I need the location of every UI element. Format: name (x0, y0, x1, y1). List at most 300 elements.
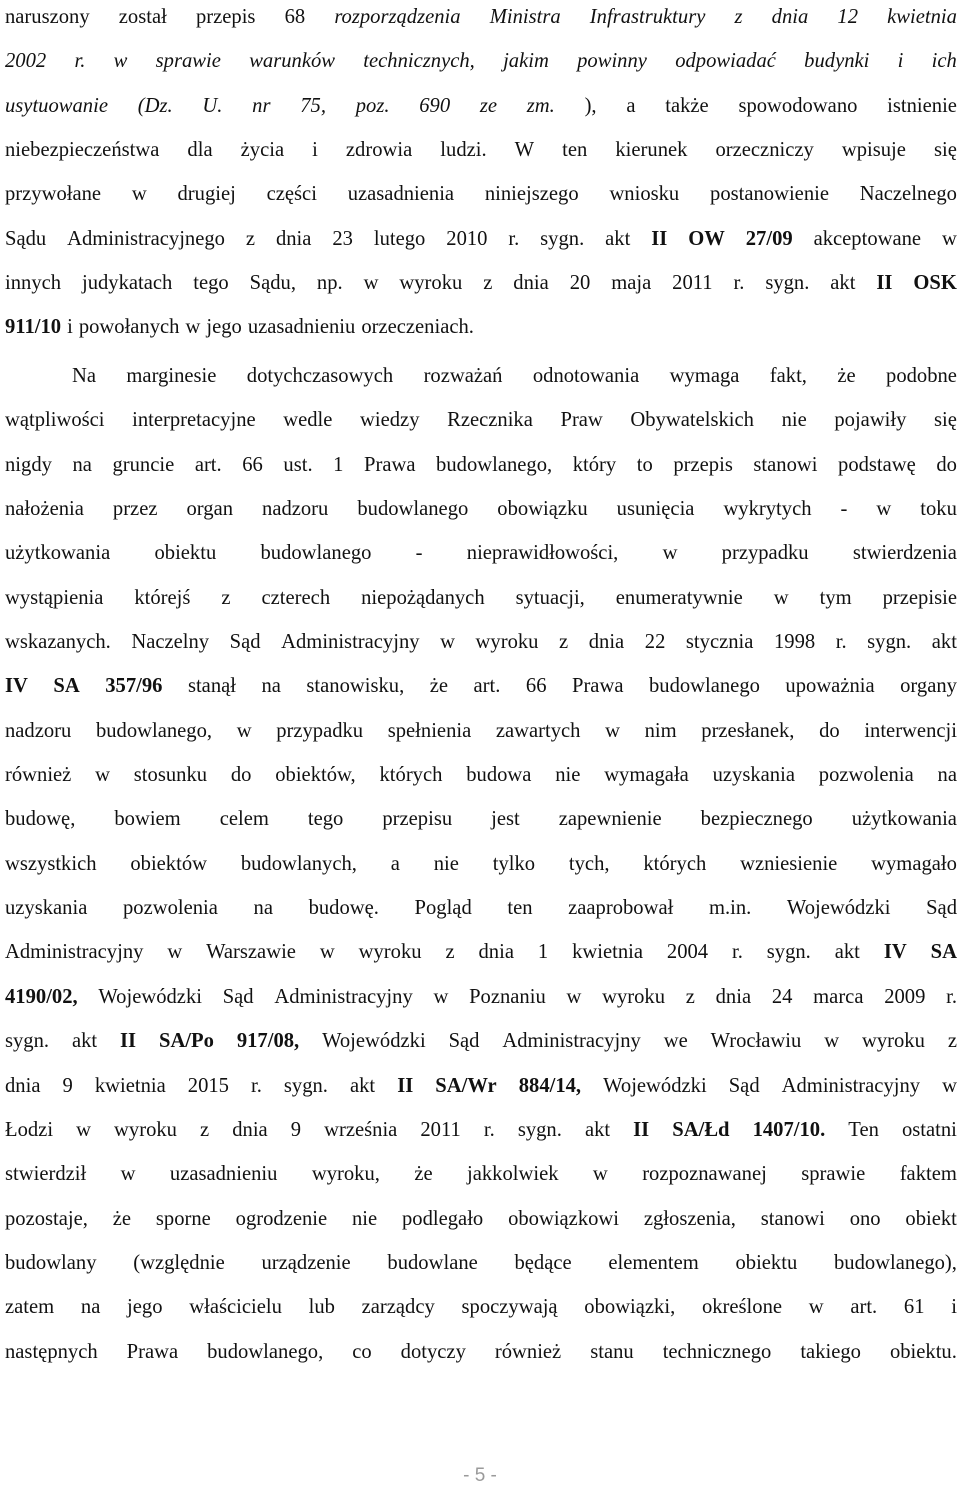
word: 9 (290, 1118, 302, 1141)
word: uzyskania (5, 897, 88, 920)
word: budowlany (5, 1251, 97, 1274)
word: nadzoru (5, 719, 72, 742)
text-line (5, 797, 957, 841)
word: r. (946, 985, 957, 1008)
word: wskazanych. (5, 631, 111, 654)
word: uzasadnienia (347, 183, 455, 206)
word: Wojewódzki (786, 897, 891, 920)
word: ono (849, 1207, 881, 1230)
word: 1 (537, 941, 549, 964)
text-line (5, 531, 957, 575)
text-line (5, 842, 957, 886)
word: sygn. (765, 272, 810, 295)
word: 2004 (666, 941, 709, 964)
word: Sąd (229, 631, 261, 654)
text-line (5, 930, 957, 974)
word: obiektu. (889, 1340, 957, 1363)
word: Prawa (572, 675, 624, 698)
word: 4190/02, (5, 985, 78, 1008)
word: których (379, 764, 443, 787)
word: w (942, 227, 957, 250)
word: nieprawidłowości, (466, 542, 619, 565)
word: 75, (300, 94, 326, 117)
word: budowlanego, (207, 1340, 324, 1363)
word: 61 (903, 1296, 925, 1319)
word: ludzi. (440, 139, 487, 162)
word: 1407/10. (752, 1118, 826, 1141)
word: stanowi (760, 1207, 825, 1230)
word: ogrodzenie (235, 1207, 328, 1230)
text-line (5, 709, 957, 753)
word: istnienie (887, 94, 957, 117)
word: powołanych (78, 316, 180, 339)
word: 66 (242, 453, 263, 476)
word: r. (251, 1074, 262, 1097)
word: wszystkich (5, 852, 97, 875)
word: drugiej (177, 183, 236, 206)
text-line (5, 305, 957, 349)
text-line (5, 1064, 957, 1108)
word: a (390, 852, 400, 875)
word: wyroku, (311, 1163, 380, 1186)
word: a (626, 94, 636, 117)
word: Łodzi (5, 1118, 54, 1141)
word: pozwolenia (122, 897, 218, 920)
word: Warszawie (206, 941, 296, 964)
word: 2010 (446, 227, 488, 250)
word: takiego (800, 1340, 861, 1363)
word: zaaprobował (568, 897, 674, 920)
word: II (651, 227, 668, 250)
word: w (95, 764, 110, 787)
word: zawartych (495, 719, 581, 742)
word: sygn. (867, 631, 912, 654)
word: uzasadnieniu (247, 316, 356, 339)
word: warunków (249, 50, 336, 73)
word: U. (202, 94, 223, 117)
word: co (352, 1340, 372, 1363)
text-line (5, 1241, 957, 1285)
word: Administracyjny (274, 985, 413, 1008)
word: spowodowano (738, 94, 858, 117)
word: Infrastruktury (589, 6, 706, 28)
word: usytuowanie (5, 94, 108, 117)
word: i (67, 316, 73, 339)
text-line (5, 576, 957, 620)
word: którejś (134, 586, 191, 609)
word: dnia (275, 227, 312, 250)
word: bezpiecznego (700, 808, 813, 831)
word: na (72, 453, 92, 476)
word: w (824, 1030, 840, 1053)
word: w (185, 316, 201, 339)
word: 2011 (672, 272, 713, 295)
word: - (840, 498, 848, 521)
word: sytuacji, (515, 586, 585, 609)
word: W (514, 139, 535, 162)
word: ), (584, 94, 597, 117)
word: że (414, 1163, 433, 1186)
word: przypadku (276, 719, 364, 742)
word: obiektu (154, 542, 217, 565)
word: Administracyjny (5, 941, 144, 964)
word: 1 (333, 453, 344, 476)
word: stanowisku, (306, 675, 405, 698)
word: faktem (899, 1163, 957, 1186)
word: wyroku (358, 941, 422, 964)
text-line (5, 975, 957, 1019)
text-line (5, 1197, 957, 1241)
word: ze (479, 94, 498, 117)
word: dnia (588, 631, 625, 654)
word: zarządcy (361, 1296, 435, 1319)
word: interwencji (864, 719, 957, 742)
word: budowlanego (260, 542, 372, 565)
word: kwietnia (572, 941, 643, 964)
word: 2002 (5, 50, 47, 73)
page-number: - 5 - (463, 1465, 497, 1486)
word: ostatni (901, 1118, 957, 1141)
text-line (5, 664, 957, 708)
word: w (808, 1296, 824, 1319)
word: nigdy (5, 453, 52, 476)
word: Wojewódzki (98, 985, 202, 1008)
word: stanowi (753, 453, 818, 476)
word: w (236, 719, 252, 742)
word: - (415, 542, 423, 565)
word: II (876, 272, 893, 295)
word: w (592, 1163, 608, 1186)
word: z (245, 227, 256, 250)
word: Wojewódzki (322, 1030, 426, 1053)
word: się (934, 409, 957, 432)
word: w (120, 1163, 136, 1186)
word: stycznia (685, 631, 754, 654)
word: przepis (195, 6, 256, 28)
word: ten (562, 139, 588, 162)
word: w (433, 985, 449, 1008)
word: wyroku (114, 1118, 177, 1141)
word: usunięcia (616, 498, 695, 521)
paragraph-2 (5, 354, 957, 1374)
word: użytkowania (5, 542, 111, 565)
word: nie (351, 1207, 378, 1230)
word: obowiązku (497, 498, 588, 521)
word: Administracyjny (502, 1030, 641, 1053)
word: w (440, 631, 455, 654)
word: wyroku (399, 272, 463, 295)
word: Sądu (5, 227, 47, 250)
text-line (5, 0, 957, 39)
word: sprawie (801, 1163, 866, 1186)
word: 1998 (773, 631, 816, 654)
word: budowę, (5, 808, 76, 831)
word: przesłanek, (701, 719, 795, 742)
word: 23 (332, 227, 353, 250)
word: wymagało (871, 852, 957, 875)
word: r. (74, 50, 86, 73)
word: będące (514, 1251, 572, 1274)
word: przepisu (382, 808, 453, 831)
word: czterech (261, 586, 331, 609)
word: budowlanego), (833, 1251, 957, 1274)
word: ust. (283, 453, 313, 476)
word: nie (555, 764, 581, 787)
word: II (120, 1030, 137, 1053)
word: SA/Łd (672, 1118, 730, 1141)
word: także (665, 94, 709, 117)
word: wniosku (609, 183, 680, 206)
word: IV (883, 941, 907, 964)
word: niniejszego (484, 183, 579, 206)
word: obiekt (905, 1207, 957, 1230)
word: dnia (232, 1118, 268, 1141)
word: zdrowia (345, 139, 413, 162)
word: np. (316, 272, 343, 295)
word: toku (920, 498, 957, 521)
word: II (633, 1118, 650, 1141)
word: fakt, (769, 365, 807, 387)
word: Prawa (364, 453, 416, 476)
word: stanu (590, 1340, 634, 1363)
word: wpisuje (841, 139, 906, 162)
word: podstawę (838, 453, 916, 476)
word: Sąd (222, 985, 254, 1008)
word: do (936, 453, 957, 476)
word: z (947, 1030, 957, 1053)
word: 690 (419, 94, 451, 117)
word: Ten (848, 1118, 879, 1141)
word: naruszony (5, 6, 90, 28)
word: akt (584, 1118, 611, 1141)
word: nadzoru (262, 498, 329, 521)
word: pozostaje, (5, 1207, 88, 1230)
word: organ (186, 498, 234, 521)
word: orzeczeniach. (361, 316, 474, 339)
word: Sąd (926, 897, 957, 920)
word: tego (193, 272, 229, 295)
word: niepożądanych (361, 586, 485, 609)
word: 68 (284, 6, 306, 28)
word: dotychczasowych (246, 365, 394, 387)
word: maja (611, 272, 652, 295)
word: stosunku (133, 764, 208, 787)
word: i (897, 50, 904, 73)
word: budowa (466, 764, 532, 787)
word: nałożenia (5, 498, 84, 521)
word: wzniesienie (740, 852, 838, 875)
word: nim (644, 719, 677, 742)
text-line (5, 398, 957, 442)
word: i (312, 139, 318, 162)
word: tym (819, 586, 852, 609)
word: technicznych, (363, 50, 475, 73)
word: z (221, 586, 231, 609)
word: w (131, 183, 147, 206)
word: (Dz. (137, 94, 173, 117)
word: budowlanych, (240, 852, 357, 875)
word: technicznego (662, 1340, 772, 1363)
word: i (951, 1296, 957, 1319)
word: sygn. (517, 1118, 562, 1141)
word: SA (53, 675, 80, 698)
word: podlegało (402, 1207, 484, 1230)
word: rozważań (423, 365, 503, 387)
word: z (445, 941, 455, 964)
word: w (876, 498, 892, 521)
word: Obywatelskich (630, 409, 754, 432)
word: z (559, 631, 569, 654)
word: dnia (478, 941, 514, 964)
word: przywołane (5, 183, 102, 206)
word: 2011 (420, 1118, 461, 1141)
text-line (5, 487, 957, 531)
text-line (5, 84, 957, 128)
word: również (5, 764, 72, 787)
word: 22 (644, 631, 666, 654)
word: art. (850, 1296, 878, 1319)
word: enumeratywnie (615, 586, 743, 609)
word: na (261, 675, 281, 698)
word: art. (473, 675, 501, 698)
word: stwierdzenia (852, 542, 957, 565)
word: budowlanego, (436, 453, 553, 476)
word: życia (240, 139, 285, 162)
word: celem (219, 808, 269, 831)
word: obiektów, (275, 764, 356, 787)
word: zgłoszenia, (643, 1207, 736, 1230)
word: wykrytych (723, 498, 812, 521)
word: innych (5, 272, 62, 295)
word: z (734, 6, 743, 28)
word: 884/14, (518, 1074, 582, 1097)
word: we (663, 1030, 688, 1053)
word: 2009 (884, 985, 926, 1008)
word: przepisie (882, 586, 957, 609)
word: w (566, 985, 582, 1008)
word: jakim (503, 50, 549, 73)
word: spełnienia (387, 719, 472, 742)
word: 911/10 (5, 316, 62, 339)
word: w (113, 50, 128, 73)
word: Administracyjny (781, 1074, 921, 1097)
word: jego (206, 316, 242, 339)
word: określone (701, 1296, 783, 1319)
word: budowlanego (648, 675, 760, 698)
word: obiektów (130, 852, 207, 875)
word: Praw (560, 409, 603, 432)
word: wedle (283, 409, 333, 432)
text-line (5, 172, 957, 216)
word: r. (508, 227, 520, 250)
word: przez (112, 498, 158, 521)
word: sygn. (766, 941, 811, 964)
word: 357/96 (105, 675, 163, 698)
word: wyroku (861, 1030, 925, 1053)
word: został (118, 6, 167, 28)
word: r. (483, 1118, 495, 1141)
word: II (397, 1074, 414, 1097)
word: to (636, 453, 653, 476)
word: użytkowania (851, 808, 957, 831)
word: 20 (569, 272, 591, 295)
word: odpowiadać (675, 50, 776, 73)
word: z (685, 985, 695, 1008)
word: Pogląd (414, 897, 472, 920)
word: akt (931, 631, 957, 654)
word: obiektu (735, 1251, 798, 1274)
word: 2015 (187, 1074, 229, 1097)
word: ich (931, 50, 957, 73)
word: Rzecznika (447, 409, 533, 432)
word: wiedzy (360, 409, 420, 432)
text-line (5, 1019, 957, 1063)
word: pozwolenia (818, 764, 914, 787)
word: że (112, 1207, 132, 1230)
word: wymaga (669, 365, 740, 387)
word: OW (688, 227, 725, 250)
text-line (5, 261, 957, 305)
word: Sądu, (249, 272, 296, 295)
word: 9 (62, 1074, 73, 1097)
word: tylko (492, 852, 536, 875)
word: części (266, 183, 317, 206)
word: tego (307, 808, 344, 831)
word: bowiem (114, 808, 181, 831)
word: nr (252, 94, 271, 117)
word: obowiązkowi (508, 1207, 620, 1230)
word: 917/08, (236, 1030, 300, 1053)
word: akt (834, 941, 860, 964)
word: marca (813, 985, 864, 1008)
word: września (324, 1118, 398, 1141)
word: w (605, 719, 620, 742)
word: akt (830, 272, 856, 295)
word: uzasadnieniu (169, 1163, 278, 1186)
word: akt (71, 1030, 98, 1053)
word: stanął (187, 675, 236, 698)
word: ten (507, 897, 533, 920)
word: tych, (568, 852, 610, 875)
word: nie (433, 852, 459, 875)
word: kwietnia (887, 6, 957, 28)
word: przepis (673, 453, 733, 476)
word: dnia (715, 985, 752, 1008)
word: których (643, 852, 707, 875)
word: wyroku (475, 631, 539, 654)
text-line (5, 39, 957, 83)
word: kwietnia (94, 1074, 166, 1097)
text-line (5, 1330, 957, 1374)
word: OSK (913, 272, 957, 295)
word: z (483, 272, 493, 295)
word: orzeczniczy (715, 139, 814, 162)
word: art. (194, 453, 222, 476)
word: odnotowania (532, 365, 640, 387)
word: jest (491, 808, 520, 831)
word: w (319, 941, 335, 964)
word: sygn. (540, 227, 585, 250)
word: stwierdził (5, 1163, 87, 1186)
word: r. (732, 941, 743, 964)
word: Administracyjnego (67, 227, 225, 250)
word: w (167, 941, 183, 964)
word: SA/Wr (435, 1074, 497, 1097)
word: wyroku (602, 985, 666, 1008)
word: m.in. (708, 897, 752, 920)
word: lub (308, 1296, 335, 1319)
word: lutego (373, 227, 426, 250)
